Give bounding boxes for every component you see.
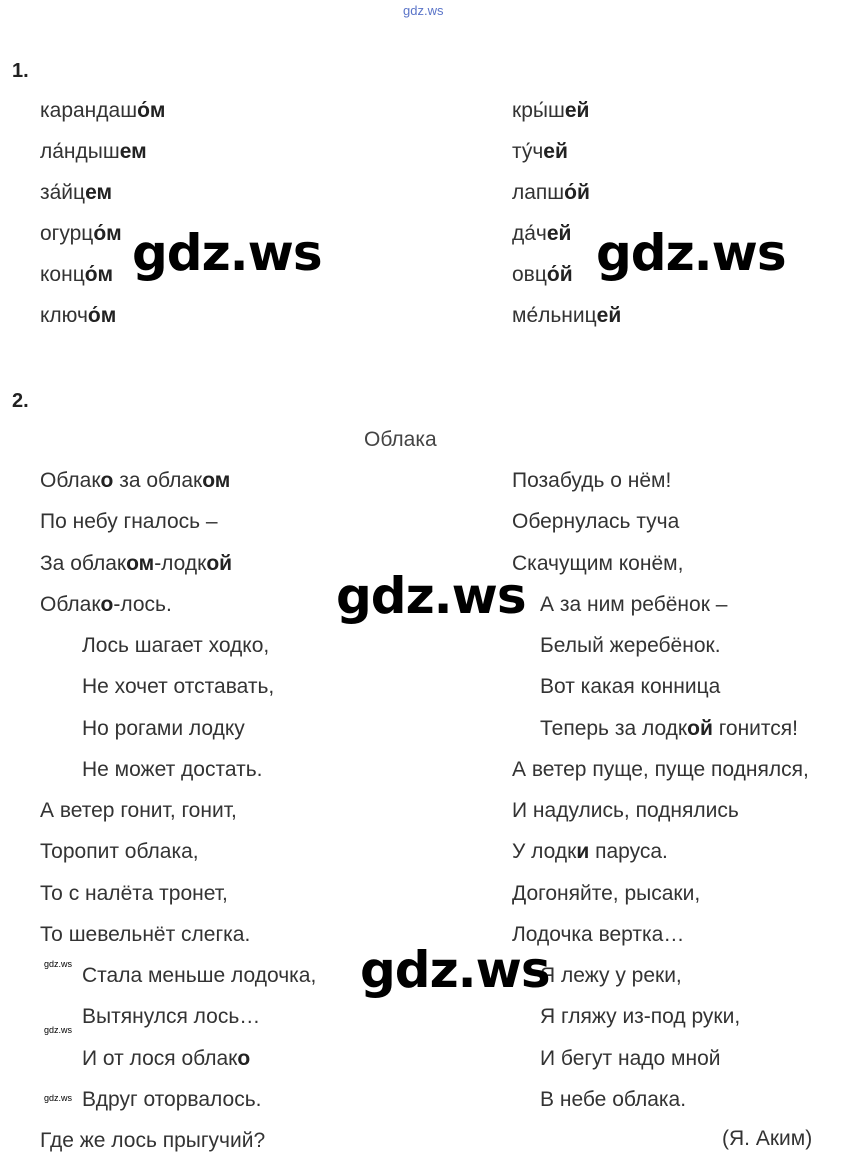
poem-line: [512, 799, 739, 823]
word-ending: ем: [85, 181, 113, 204]
poem-line: [540, 634, 721, 658]
word-item: [40, 181, 112, 205]
line-text: паруса.: [589, 840, 668, 864]
word-ending: ей: [596, 304, 622, 327]
watermark: gdz.ws: [360, 941, 550, 999]
word-stem: овц: [512, 263, 547, 286]
word-stem: огурц: [40, 222, 94, 245]
word-item: [40, 304, 116, 328]
poem-line: [512, 510, 679, 534]
line-text: Позабудь о нём!: [512, 469, 672, 492]
poem-line: [40, 469, 230, 493]
word-ending: ем: [119, 140, 147, 163]
line-text: И бегут надо мной: [540, 1046, 721, 1070]
word-stem: конц: [40, 263, 85, 286]
line-text: То с налёта тронет,: [40, 881, 228, 905]
word-stem: лапш: [512, 181, 565, 204]
poem-line: [512, 882, 700, 906]
line-text: В небе облака.: [540, 1087, 687, 1111]
poem-line: [82, 1047, 250, 1071]
line-text: Где же лось прыгучий?: [40, 1129, 266, 1152]
line-text: А за ним ребёнок –: [540, 592, 728, 616]
word-item: [512, 99, 589, 123]
word-stem: за́йц: [40, 181, 86, 204]
word-stem: карандаш: [40, 99, 138, 122]
poem-line: [512, 469, 671, 493]
line-text: Скачущим конём,: [512, 551, 684, 575]
watermark: gdz.ws: [336, 567, 526, 625]
poem-line: [82, 675, 274, 699]
line-text: Вот какая конница: [540, 675, 721, 699]
line-text: Теперь за лодк: [540, 716, 688, 740]
word-item: [40, 263, 113, 287]
task-2-number: 2.: [12, 390, 29, 412]
poem-line: [540, 717, 798, 741]
task-1-number: 1.: [12, 60, 29, 82]
bold-ending: ом: [126, 551, 155, 575]
watermark: gdz.ws: [596, 224, 786, 282]
word-item: [512, 222, 571, 246]
word-ending: о́м: [93, 222, 122, 245]
word-stem: ключ: [40, 304, 88, 327]
poem-line: [40, 510, 218, 534]
word-item: [512, 304, 621, 328]
poem-line: [40, 923, 250, 947]
word-item: [512, 140, 568, 164]
poem-line: [82, 758, 262, 782]
poem-line: [512, 840, 668, 864]
line-text: Торопит облака,: [40, 840, 199, 864]
word-stem: ту́ч: [512, 140, 544, 163]
word-ending: о́м: [137, 99, 166, 122]
word-ending: о́й: [546, 263, 573, 286]
word-ending: о́м: [84, 263, 114, 286]
poem-line: [540, 964, 682, 988]
word-ending: ей: [564, 99, 590, 122]
line-text: Но рогами лодку: [82, 716, 245, 740]
poem-line: [540, 675, 720, 699]
line-text: И надулись, поднялись: [512, 799, 739, 822]
bold-ending: о: [100, 592, 114, 616]
line-text: По небу гналось –: [40, 510, 218, 534]
line-text: Вытянулся лось…: [82, 1005, 261, 1029]
watermark-small: gdz.ws: [44, 959, 73, 969]
line-text: Не может достать.: [82, 757, 263, 781]
line-text: Я лежу у реки,: [540, 964, 682, 987]
bold-ending: и: [576, 840, 590, 864]
line-text: Белый жеребёнок.: [540, 634, 721, 657]
watermark-small: gdz.ws: [44, 1025, 73, 1035]
line-text: За облак: [40, 551, 127, 575]
poem-line: [40, 1129, 265, 1153]
poem-line: [540, 593, 727, 617]
word-item: [512, 263, 573, 287]
line-text: Стала меньше лодочка,: [82, 964, 317, 987]
poem-line: [82, 717, 245, 741]
poem-line: [512, 552, 683, 576]
poem-line: [540, 1047, 721, 1071]
line-text: У лодк: [512, 840, 577, 864]
watermark: gdz.ws: [132, 224, 322, 282]
word-ending: о́м: [87, 304, 117, 327]
word-stem: ла́ндыш: [40, 140, 120, 163]
line-text: А ветер пуще, пуще поднялся,: [512, 757, 809, 781]
poem-line: [40, 840, 199, 864]
line-text: Лодочка вертка…: [512, 922, 685, 946]
word-item: [40, 140, 147, 164]
poem-line: [540, 1005, 740, 1029]
poem-line: [512, 758, 809, 782]
line-text: Догоняйте, рысаки,: [512, 881, 701, 905]
poem-title: Облака: [364, 428, 437, 451]
word-ending: ей: [546, 222, 572, 245]
word-item: [40, 99, 165, 123]
bold-ending: о: [100, 469, 114, 492]
line-text: Вдруг оторвалось.: [82, 1087, 262, 1111]
line-text: То шевельнёт слегка.: [40, 922, 251, 946]
poem-line: [40, 593, 172, 617]
poem-line: [82, 1005, 260, 1029]
poem-line: [82, 1088, 261, 1112]
line-text: Лось шагает ходко,: [82, 634, 270, 657]
poem-line: [40, 799, 237, 823]
poem-line: [82, 634, 269, 658]
line-text: А ветер гонит, гонит,: [40, 799, 237, 822]
line-text: Облак: [40, 469, 101, 492]
site-header[interactable]: gdz.ws: [403, 3, 444, 18]
bold-ending: ом: [202, 469, 231, 492]
bold-ending: о: [237, 1046, 251, 1070]
line-text: И от лося облак: [82, 1046, 238, 1070]
word-item: [40, 222, 122, 246]
word-stem: ме́льниц: [512, 304, 597, 327]
poem-line: [82, 964, 316, 988]
line-text: -лодк: [154, 551, 207, 575]
line-text: Облак: [40, 592, 101, 616]
word-stem: да́ч: [512, 222, 547, 245]
word-ending: о́й: [564, 181, 590, 204]
poem-author: (Я. Аким): [722, 1127, 813, 1150]
word-ending: ей: [543, 140, 568, 163]
line-text: гонится!: [712, 716, 799, 740]
poem-line: [40, 552, 232, 576]
line-text: Обернулась туча: [512, 510, 680, 534]
line-text: Не хочет отставать,: [82, 675, 275, 699]
bold-ending: ой: [206, 551, 233, 575]
line-text: -лось.: [113, 592, 172, 616]
line-text: Я гляжу из-под руки,: [540, 1005, 741, 1029]
poem-line: [40, 882, 228, 906]
watermark-small: gdz.ws: [44, 1093, 73, 1103]
bold-ending: ой: [687, 716, 713, 740]
word-item: [512, 181, 590, 205]
word-stem: кры́ш: [512, 99, 565, 122]
line-text: за облак: [113, 469, 203, 492]
poem-line: [540, 1088, 686, 1112]
